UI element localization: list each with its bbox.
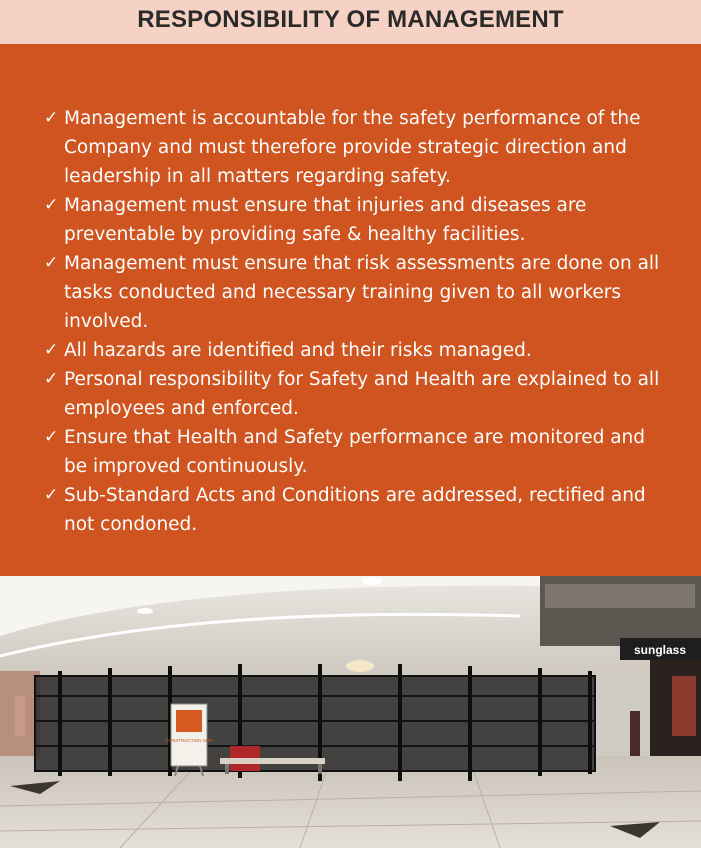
scaffold-enclosure	[35, 676, 595, 771]
bench	[220, 758, 325, 764]
bullet-item	[44, 104, 664, 191]
check-mark-icon: ✓	[44, 108, 59, 128]
bullet-item	[44, 336, 664, 365]
check-mark-icon: ✓	[44, 253, 59, 273]
check-mark-icon: ✓	[44, 340, 59, 360]
check-mark-icon: ✓	[44, 427, 59, 447]
bench-leg	[318, 764, 322, 774]
store-sign: sunglass	[633, 643, 687, 657]
bullet-text: Management must ensure that injuries and diseases are preventable by providing safe & healthy facilities.	[64, 195, 587, 245]
ceiling-lamp	[137, 608, 153, 614]
bench-leg	[225, 764, 229, 774]
page-title: RESPONSIBILITY OF MANAGEMENT	[137, 6, 564, 33]
check-mark-icon: ✓	[44, 195, 59, 215]
photo-illustration	[0, 576, 701, 848]
bullet-item	[44, 423, 664, 481]
person	[15, 696, 25, 736]
construction-sign-text: CONSTRUCTION SITE	[165, 738, 213, 743]
ceiling-lamp	[362, 577, 382, 585]
header-bar	[0, 0, 701, 44]
construction-site-photo	[0, 576, 701, 848]
person	[630, 711, 640, 756]
bullet-text: Ensure that Health and Safety performance are monitored and be improved continuously.	[64, 427, 646, 477]
bullet-text: Sub-Standard Acts and Conditions are addressed, rectified and not condoned.	[64, 485, 646, 535]
check-mark-icon: ✓	[44, 485, 59, 505]
bullet-item	[44, 481, 664, 539]
construction-sign-logo	[176, 710, 202, 732]
railing	[545, 584, 695, 608]
chandelier	[346, 660, 374, 672]
storefront-display	[672, 676, 696, 736]
bullet-list	[44, 104, 664, 539]
bullet-item	[44, 249, 664, 336]
bullet-text: Management must ensure that risk assessments are done on all tasks conducted and necessary training given to all workers involved.	[64, 253, 660, 332]
bullet-text: All hazards are identified and their risks managed.	[64, 340, 532, 361]
bullet-item	[44, 365, 664, 423]
check-mark-icon: ✓	[44, 369, 59, 389]
bullet-text: Management is accountable for the safety performance of the Company and must therefore provide strategic direction and leadership in all matters regarding safety.	[64, 108, 641, 187]
bullet-item	[44, 191, 664, 249]
bullet-text: Personal responsibility for Safety and Health are explained to all employees and enforced.	[64, 369, 660, 419]
